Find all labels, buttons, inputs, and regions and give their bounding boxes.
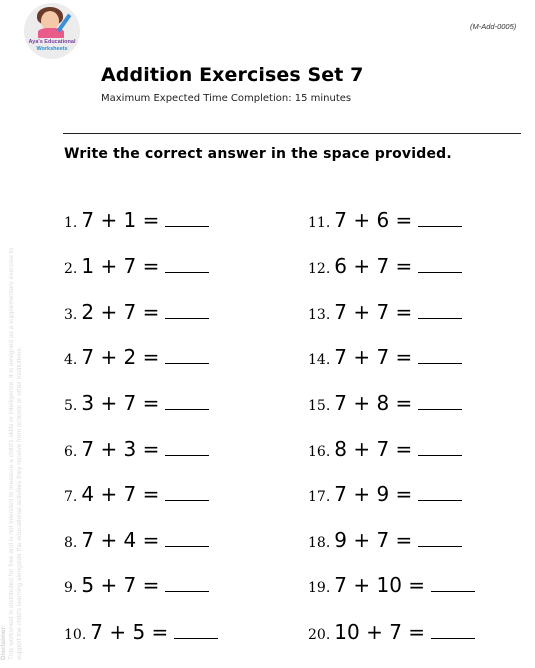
- problem-1: [64, 208, 209, 238]
- problem-18: [308, 528, 462, 558]
- logo-text-line2: Worksheets: [36, 46, 68, 52]
- answer-blank[interactable]: [165, 271, 209, 273]
- problem-expression: 6 + 7 =: [334, 254, 413, 278]
- problem-number: 4.: [64, 352, 78, 368]
- problem-expression: 2 + 7 =: [81, 300, 160, 324]
- problem-expression: 1 + 7 =: [81, 254, 160, 278]
- answer-blank[interactable]: [418, 499, 462, 501]
- problem-number: 5.: [64, 398, 78, 414]
- problem-expression: 10 + 7 =: [334, 620, 426, 644]
- disclaimer-heading: Disclaimer:: [0, 624, 7, 660]
- problem-number: 16.: [308, 444, 331, 460]
- problem-expression: 7 + 3 =: [81, 437, 160, 461]
- problem-number: 17.: [308, 489, 331, 505]
- answer-blank[interactable]: [418, 225, 462, 227]
- answer-blank[interactable]: [165, 545, 209, 547]
- answer-blank[interactable]: [418, 408, 462, 410]
- problem-14: [308, 345, 462, 375]
- answer-blank[interactable]: [418, 454, 462, 456]
- answer-blank[interactable]: [418, 271, 462, 273]
- problem-expression: 7 + 4 =: [81, 528, 160, 552]
- problem-11: [308, 208, 462, 238]
- problem-15: [308, 391, 462, 421]
- divider: [63, 133, 521, 134]
- problem-number: 13.: [308, 307, 331, 323]
- problem-number: 14.: [308, 352, 331, 368]
- problem-expression: 7 + 6 =: [334, 208, 413, 232]
- problem-number: 7.: [64, 489, 78, 505]
- problem-expression: 7 + 10 =: [334, 573, 426, 597]
- disclaimer: [0, 160, 24, 660]
- problem-expression: 7 + 1 =: [81, 208, 160, 232]
- problem-number: 20.: [308, 627, 331, 643]
- problem-expression: 7 + 7 =: [334, 345, 413, 369]
- answer-blank[interactable]: [165, 225, 209, 227]
- problem-19: [308, 573, 475, 603]
- problem-number: 9.: [64, 580, 78, 596]
- problem-expression: 8 + 7 =: [334, 437, 413, 461]
- answer-blank[interactable]: [165, 499, 209, 501]
- answer-blank[interactable]: [165, 454, 209, 456]
- problem-10: [64, 620, 218, 650]
- problem-6: [64, 437, 209, 467]
- answer-blank[interactable]: [165, 408, 209, 410]
- problem-number: 6.: [64, 444, 78, 460]
- answer-blank[interactable]: [174, 637, 218, 639]
- answer-blank[interactable]: [165, 317, 209, 319]
- problem-3: [64, 300, 209, 330]
- problem-number: 1.: [64, 215, 78, 231]
- logo-text-line1: Aya's Educational: [28, 39, 76, 45]
- answer-blank[interactable]: [418, 362, 462, 364]
- page-title: Addition Exercises Set 7: [101, 64, 364, 86]
- problem-number: 10.: [64, 627, 87, 643]
- problem-expression: 4 + 7 =: [81, 482, 160, 506]
- problem-expression: 7 + 9 =: [334, 482, 413, 506]
- logo: [24, 3, 80, 59]
- problem-number: 2.: [64, 261, 78, 277]
- answer-blank[interactable]: [418, 317, 462, 319]
- problem-number: 11.: [308, 215, 331, 231]
- problem-5: [64, 391, 209, 421]
- disclaimer-line1: This worksheet is distributed for free and is not intended to measure a child's skills or intelligence. It is designed as a supplementary exercise to: [8, 247, 15, 660]
- problem-9: [64, 573, 209, 603]
- problem-expression: 7 + 5 =: [90, 620, 169, 644]
- problem-17: [308, 482, 462, 512]
- problem-number: 15.: [308, 398, 331, 414]
- answer-blank[interactable]: [431, 637, 475, 639]
- problem-number: 12.: [308, 261, 331, 277]
- problem-number: 8.: [64, 535, 78, 551]
- worksheet-code: (M-Add-0005): [470, 22, 517, 31]
- problem-expression: 7 + 2 =: [81, 345, 160, 369]
- instructions: Write the correct answer in the space provided.: [64, 146, 452, 162]
- problem-number: 19.: [308, 580, 331, 596]
- problem-12: [308, 254, 462, 284]
- problem-2: [64, 254, 209, 284]
- page-subtitle: Maximum Expected Time Completion: 15 minutes: [101, 93, 352, 104]
- problem-number: 18.: [308, 535, 331, 551]
- answer-blank[interactable]: [431, 590, 475, 592]
- problem-expression: 9 + 7 =: [334, 528, 413, 552]
- answer-blank[interactable]: [418, 545, 462, 547]
- problem-number: 3.: [64, 307, 78, 323]
- disclaimer-line2: support the child's learning alongside the educational activities they receive from schools or other institutions.: [16, 346, 23, 660]
- problem-expression: 5 + 7 =: [81, 573, 160, 597]
- problem-13: [308, 300, 462, 330]
- problem-4: [64, 345, 209, 375]
- problem-8: [64, 528, 209, 558]
- problem-16: [308, 437, 462, 467]
- answer-blank[interactable]: [165, 590, 209, 592]
- problem-20: [308, 620, 475, 650]
- problem-expression: 3 + 7 =: [81, 391, 160, 415]
- answer-blank[interactable]: [165, 362, 209, 364]
- problem-7: [64, 482, 209, 512]
- problem-expression: 7 + 7 =: [334, 300, 413, 324]
- problem-expression: 7 + 8 =: [334, 391, 413, 415]
